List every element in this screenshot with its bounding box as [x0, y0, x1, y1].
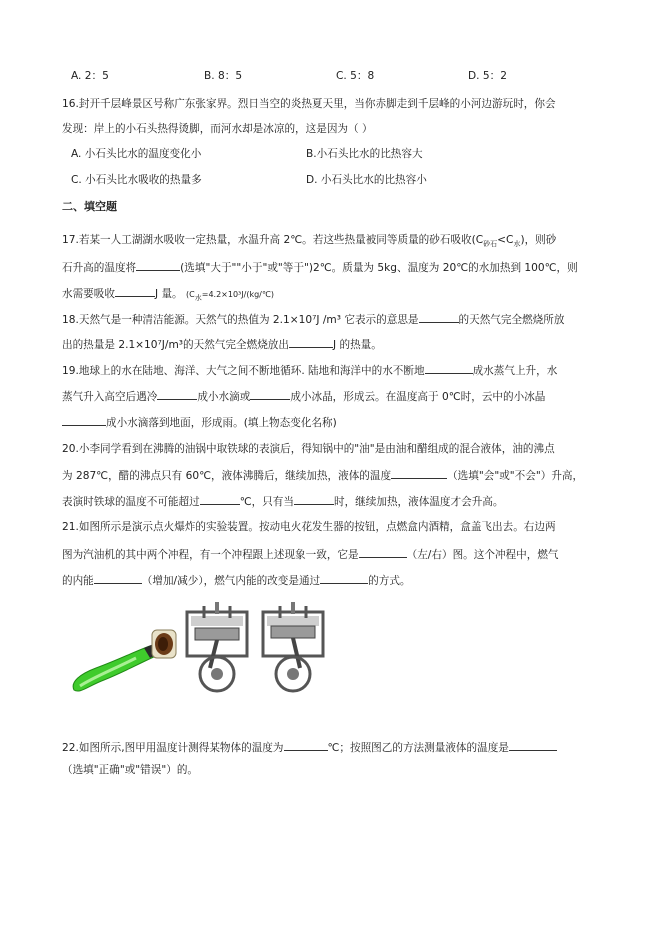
q21-line-2 [62, 546, 559, 562]
q18-text-2: 的天然气完全燃烧所放 [458, 314, 565, 326]
q19-line-2 [62, 388, 545, 404]
q20-text-3: 表演时铁球的温度不可能超过 [62, 496, 200, 508]
q17-text-6: 水需要吸收 [62, 288, 115, 300]
q19-line-1 [62, 362, 557, 378]
q22-line-1 [62, 739, 557, 755]
q18-text-3: 出的热量是 2.1×10⁷J/m³的天然气完全燃烧放出 [62, 339, 289, 351]
q20-line-3 [62, 493, 504, 509]
q21-line-1: 21.如图所示是演示点火爆炸的实验装置。按动电火花发生器的按钮，点燃盒内酒精，盒盖飞出去。右边两 [62, 521, 556, 533]
q16-option-d: D. 小石头比水的比热容小 [306, 174, 427, 186]
q15-option-a: A. 2：5 [71, 70, 109, 82]
q19-blank-2[interactable] [157, 388, 197, 400]
q21-blank-2[interactable] [94, 572, 142, 584]
q21-text-4: （增加/减少），燃气内能的改变是通过 [141, 575, 321, 587]
q17-text-1: 17.若某一人工湖湖水吸收一定热量，水温升高 2℃。若这些热量被同等质量的砂石吸收(C [62, 234, 484, 246]
q17-text-7: J 量。 [154, 288, 183, 300]
q16-option-c: C. 小石头比水吸收的热量多 [71, 174, 202, 186]
q16-option-b: B.小石头比水的比热容大 [306, 148, 423, 160]
q17-text-4: 石升高的温度将 [62, 262, 137, 274]
q19-text-2: 成水蒸气上升，水 [472, 365, 558, 377]
q19-line-3 [62, 414, 337, 430]
section-title: 二、填空题 [62, 200, 117, 213]
engine-stroke-right-figure [256, 602, 330, 694]
q17-given-2: =4.2×10³J/(kg/℃) [201, 290, 274, 299]
q18-text-4: J 的热量。 [332, 339, 382, 351]
q20-blank-2[interactable] [200, 493, 240, 505]
q20-text-5: 时，继续加热，液体温度才会升高。 [334, 496, 504, 508]
q17-line-2 [62, 259, 578, 275]
q15-option-c: C. 5：8 [336, 70, 375, 82]
q18-blank-2[interactable] [289, 336, 333, 348]
q17-sub-sand: 砂石 [483, 240, 498, 249]
q15-option-d: D. 5：2 [468, 70, 507, 82]
q19-blank-3[interactable] [250, 388, 290, 400]
q20-text-2: （选填"会"或"不会"）升高， [447, 470, 584, 482]
q20-text-1: 为 287℃，醋的沸点只有 60℃，液体沸腾后，继续加热，液体的温度 [62, 470, 392, 482]
q21-text-3: 的内能 [62, 575, 94, 587]
q19-text-5: 成小冰晶，形成云。在温度高于 0℃时，云中的小冰晶 [290, 391, 546, 403]
q21-blank-1[interactable] [359, 546, 407, 558]
q21-text-5: 的方式。 [368, 575, 411, 587]
engine-stroke-left-figure [180, 602, 254, 694]
q20-line-2 [62, 467, 583, 483]
q19-blank-4[interactable] [62, 414, 106, 426]
q21-line-3 [62, 572, 411, 588]
q19-text-1: 19.地球上的水在陆地、海洋、大气之间不断地循环. 陆地和海洋中的水不断地 [62, 365, 425, 377]
q22-blank-2[interactable] [509, 739, 557, 751]
q16-line-2: 发现：岸上的小石头热得烫脚，而河水却是冰凉的，这是因为（ ） [62, 123, 373, 135]
q16-option-a: A. 小石头比水的温度变化小 [71, 148, 202, 160]
q17-text-5: (选填"大于""小于"或"等于")2℃。质量为 5kg、温度为 20℃的水加热到 100℃，则 [180, 262, 578, 274]
q17-blank-2[interactable] [115, 285, 155, 297]
q18-blank-1[interactable] [419, 311, 459, 323]
q17-blank-1[interactable] [136, 259, 180, 271]
q19-text-6: 成小水滴落到地面，形成雨。(填上物态变化名称) [106, 417, 337, 429]
ignition-device-figure [66, 628, 178, 700]
q21-blank-3[interactable] [320, 572, 368, 584]
q17-text-2: <C [497, 234, 514, 246]
q19-text-4: 成小水滴或 [197, 391, 251, 403]
q17-given-sub: 水 [194, 294, 202, 303]
q21-text-1: 图为汽油机的其中两个冲程，有一个冲程跟上述现象一致，它是 [62, 549, 359, 561]
q18-text-1: 18.天然气是一种清洁能源。天然气的热值为 2.1×10⁷J /m³ 它表示的意思是 [62, 314, 419, 326]
q17-given-1: (C [186, 290, 195, 299]
q17-text-3: )，则砂 [520, 234, 557, 246]
q22-blank-1[interactable] [284, 739, 328, 751]
q18-line-2 [62, 336, 382, 352]
q20-line-1: 20.小李同学看到在沸腾的油锅中取铁球的表演后，得知锅中的"油"是由油和醋组成的混合液体，油的沸点 [62, 443, 555, 455]
q19-text-3: 蒸气升入高空后遇冷 [62, 391, 158, 403]
q20-blank-3[interactable] [294, 493, 334, 505]
q21-text-2: （左/右）图。这个冲程中，燃气 [406, 549, 559, 561]
q17-sub-water: 水 [513, 240, 521, 249]
q20-blank-1[interactable] [391, 467, 447, 479]
q17-line-1 [62, 233, 556, 251]
q19-blank-1[interactable] [425, 362, 473, 374]
q15-option-b: B. 8：5 [204, 70, 243, 82]
q22-text-1: 22.如图所示,图甲用温度计测得某物体的温度为 [62, 742, 284, 754]
q17-line-3 [62, 285, 274, 305]
q20-text-4: ℃，只有当 [239, 496, 294, 508]
q16-line-1: 16.封开千层峰景区号称广东张家界。烈日当空的炎热夏天里，当你赤脚走到千层峰的小河边游玩时，你会 [62, 98, 556, 110]
q22-text-2: ℃；按照图乙的方法测量液体的温度是 [327, 742, 509, 754]
q22-line-2: （选填"正确"或"错误"）的。 [62, 764, 199, 776]
q18-line-1 [62, 311, 564, 327]
